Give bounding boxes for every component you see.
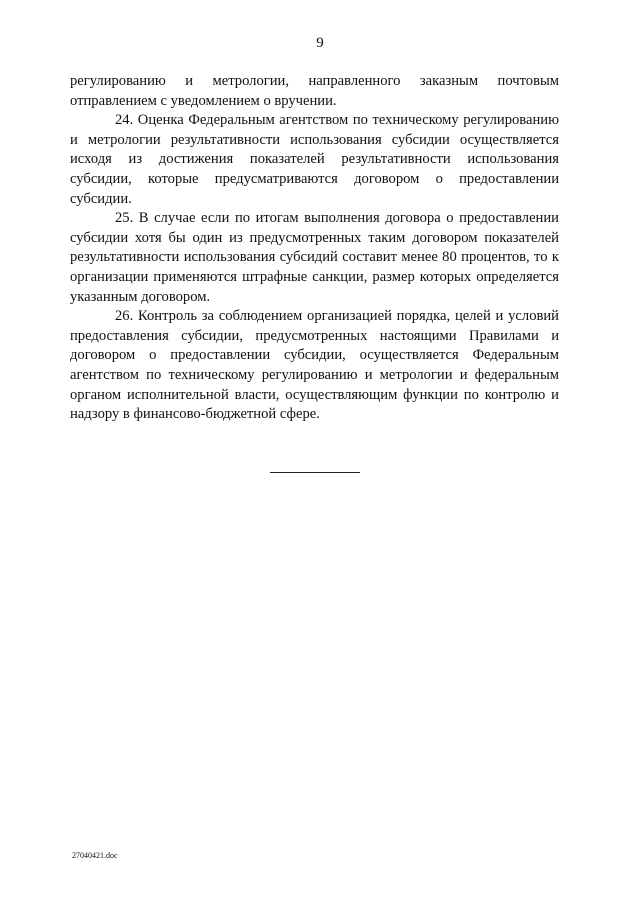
footer-file-name: 27040421.doc [72,851,118,860]
paragraph-continuation: регулированию и метрологии, направленного заказным почтовым отправлением с уведомлением о вручении. [70,73,559,109]
paragraph-24: 24. Оценка Федеральным агентством по техническому регулированию и метрологии результативности использования субсидии осуществляется исходя из достижения показателей результативности использования субсидии, которые предусматриваются договором о предоставлении субсидии. [70,112,559,207]
paragraph-26: 26. Контроль за соблюдением организацией порядка, целей и условий предоставления субсидии, предусмотренных настоящими Правилами и договором о предоставлении субсидии, осуществляется Федеральным агентством по техническому регулированию и метрологии и федеральным органом исполнительной власти, осуществляющим функции по контролю и надзору в финансово-бюджетной сфере. [70,308,559,423]
page-number: 9 [316,35,324,51]
paragraph-25: 25. В случае если по итогам выполнения договора о предоставлении субсидии хотя бы один из предусмотренных таким договором показателей результативности использования субсидий составит менее 80 процентов, то к организации применяются штрафные санкции, размер которых определяется указанным договором. [70,210,559,305]
end-separator-line [270,472,360,473]
document-body [70,72,559,425]
